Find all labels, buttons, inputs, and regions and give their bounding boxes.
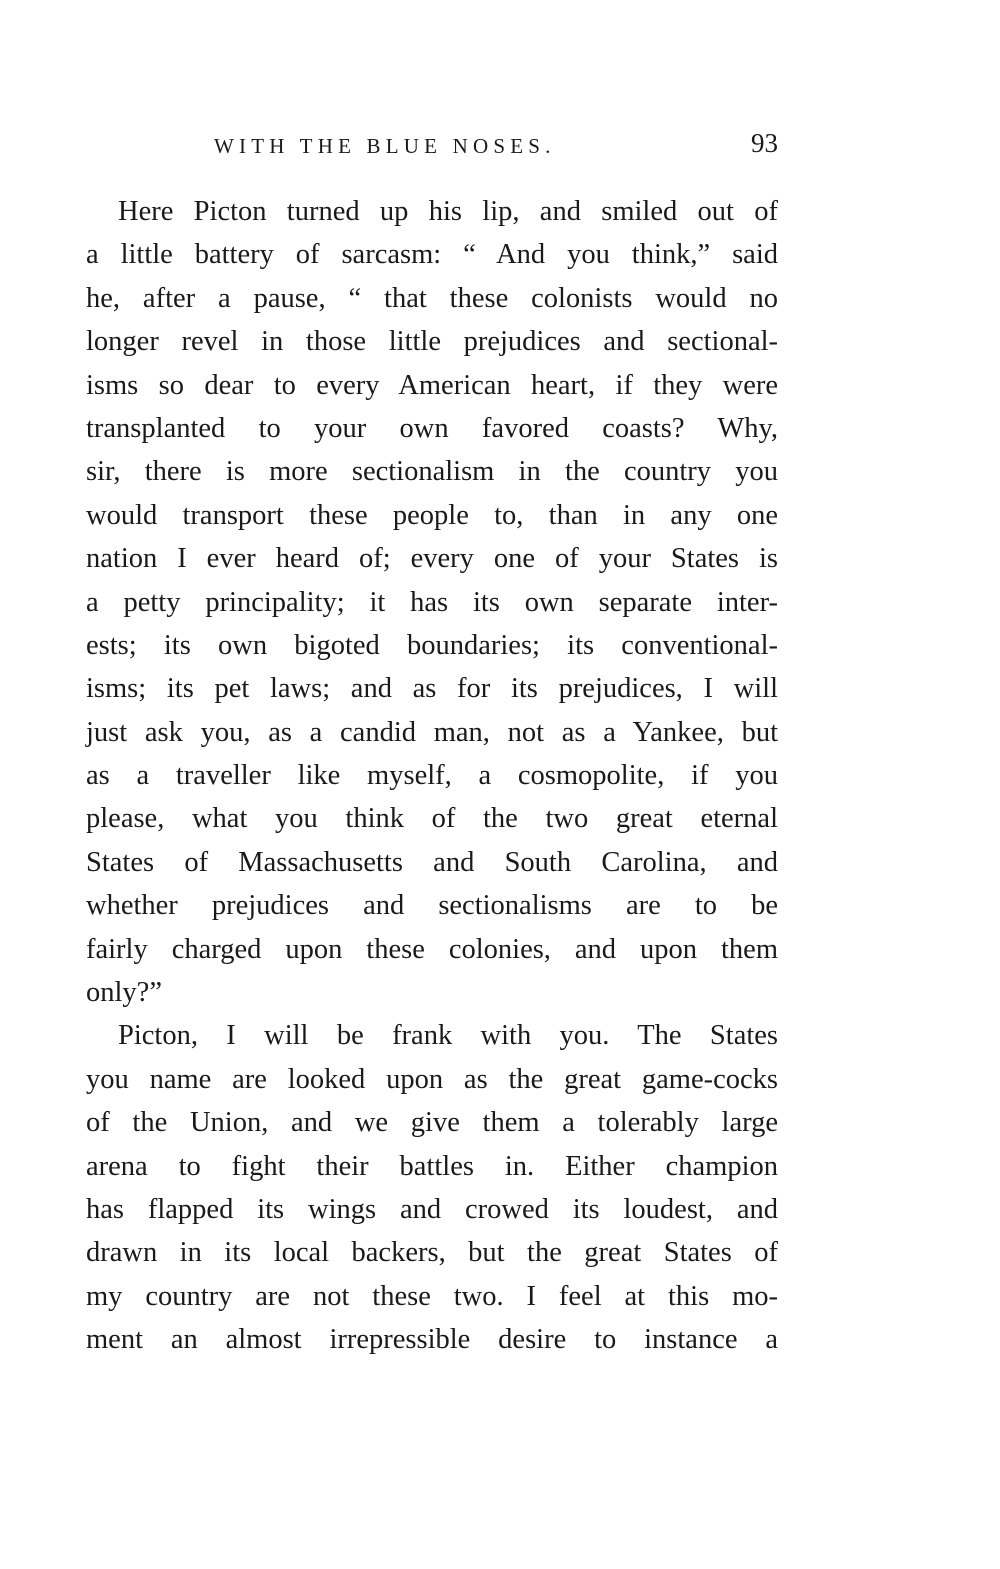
- text-line: transplanted to your own favored coasts? Why,: [86, 412, 778, 444]
- text-line: ment an almost irrepressible desire to instance a: [86, 1324, 778, 1356]
- text-line: a petty principality; it has its own separate inter-: [86, 586, 778, 618]
- text-line: just ask you, as a candid man, not as a Yankee, but: [86, 716, 778, 748]
- text-line: of the Union, and we give them a tolerably large: [86, 1107, 778, 1139]
- text-line: as a traveller like myself, a cosmopolite, if you: [86, 760, 778, 792]
- text-line: please, what you think of the two great eternal: [86, 803, 778, 835]
- text-line: Picton, I will be frank with you. The States: [118, 1020, 778, 1052]
- text-line: whether prejudices and sectionalisms are to be: [86, 890, 778, 922]
- paragraph-1: [86, 190, 778, 1014]
- text-line: arena to fight their battles in. Either champion: [86, 1150, 778, 1182]
- text-line: he, after a pause, “ that these colonists would no: [86, 282, 778, 314]
- text-line: only?”: [86, 977, 162, 1009]
- text-line: would transport these people to, than in any one: [86, 499, 778, 531]
- text-line: Here Picton turned up his lip, and smiled out of: [118, 196, 778, 227]
- text-line: States of Massachusetts and South Carolina, and: [86, 846, 778, 878]
- text-line: drawn in its local backers, but the great States of: [86, 1237, 778, 1269]
- text-line: sir, there is more sectionalism in the country you: [86, 456, 778, 488]
- text-line: nation I ever heard of; every one of your States is: [86, 543, 778, 575]
- body-text: [86, 190, 778, 1362]
- page-number: 93: [751, 128, 778, 158]
- text-line: isms so dear to every American heart, if they were: [86, 369, 778, 401]
- text-line: longer revel in those little prejudices and sectional-: [86, 326, 778, 358]
- running-title: WITH THE BLUE NOSES.: [214, 134, 556, 158]
- text-line: you name are looked upon as the great game-cocks: [86, 1063, 778, 1095]
- text-line: a little battery of sarcasm: “ And you think,” said: [86, 239, 778, 271]
- text-line: isms; its pet laws; and as for its prejudices, I will: [86, 673, 778, 705]
- paragraph-2: [86, 1014, 778, 1361]
- text-line: has flapped its wings and crowed its loudest, and: [86, 1193, 778, 1225]
- text-line: fairly charged upon these colonies, and upon them: [86, 933, 778, 965]
- text-line: ests; its own bigoted boundaries; its conventional-: [86, 629, 778, 661]
- text-line: my country are not these two. I feel at this mo-: [86, 1280, 778, 1312]
- running-head: [86, 128, 778, 168]
